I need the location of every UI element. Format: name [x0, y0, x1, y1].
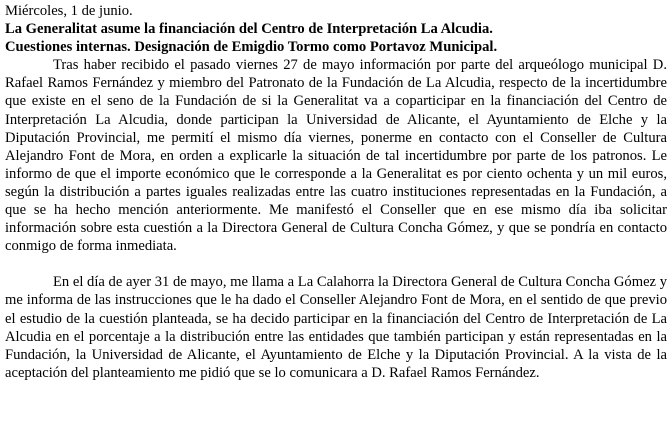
paragraph-2: En el día de ayer 31 de mayo, me llama a La Calahorra la Directora General de Cultura Concha Gómez y me informa de las instrucciones que le ha dado el Conseller Alejandro Font de Mora, en el sentido de que previo el estudio de la cuestión planteada, se ha decido participar en la financiación del Centro de Interpretación de La Alcudia en el porcentaje a la distribución entre las entidades que también participan y están representadas en la Fundación, la Universidad de Alicante, el Ayuntamiento de Elche y la Diputación Provincial. A la vista de la aceptación del planteamiento me pidió que se lo comunicara a D. Rafael Ramos Fernández.: [5, 274, 667, 381]
headline-internal-matters: Cuestiones internas. Designación de Emigdio Tormo como Portavoz Municipal.: [5, 39, 498, 56]
paragraph-1: Tras haber recibido el pasado viernes 27 de mayo información por parte del arqueólogo municipal D. Rafael Ramos Fernández y miembro del Patronato de la Fundación de La Alcudia, respecto de la incertidumbre que existe en el seno de la Fundación de si la Generalitat va a coparticipar en la financiación del Centro de Interpretación La Alcudia, donde participan la Universidad de Alicante, el Ayuntamiento de Elche y la Diputación Provincial, me permití el mismo día viernes, ponerme en contacto con el Conseller de Cultura Alejandro Font de Mora, en orden a explicarle la situación de tal incertidumbre por parte de los patronos. Le informo de que el importe económico que le corresponde a la Generalitat es por ciento ochenta y un mil euros, según la distribución a partes iguales realizadas entre las cuatro instituciones representadas en la Fundación, a que se ha hecho mención anteriormente. Me manifestó el Conseller que en ese mismo día iba solicitar información sobre esta cuestión a la Directora General de Cultura Concha Gómez, y que se pondría en contacto conmigo de forma inmediata.: [5, 57, 667, 255]
headline-generalitat-financing: La Generalitat asume la financiación del Centro de Interpretación La Alcudia.: [5, 21, 493, 38]
document-page: [5, 0, 667, 382]
document-date: Miércoles, 1 de junio.: [5, 3, 133, 19]
paragraph-spacer: [5, 255, 667, 273]
